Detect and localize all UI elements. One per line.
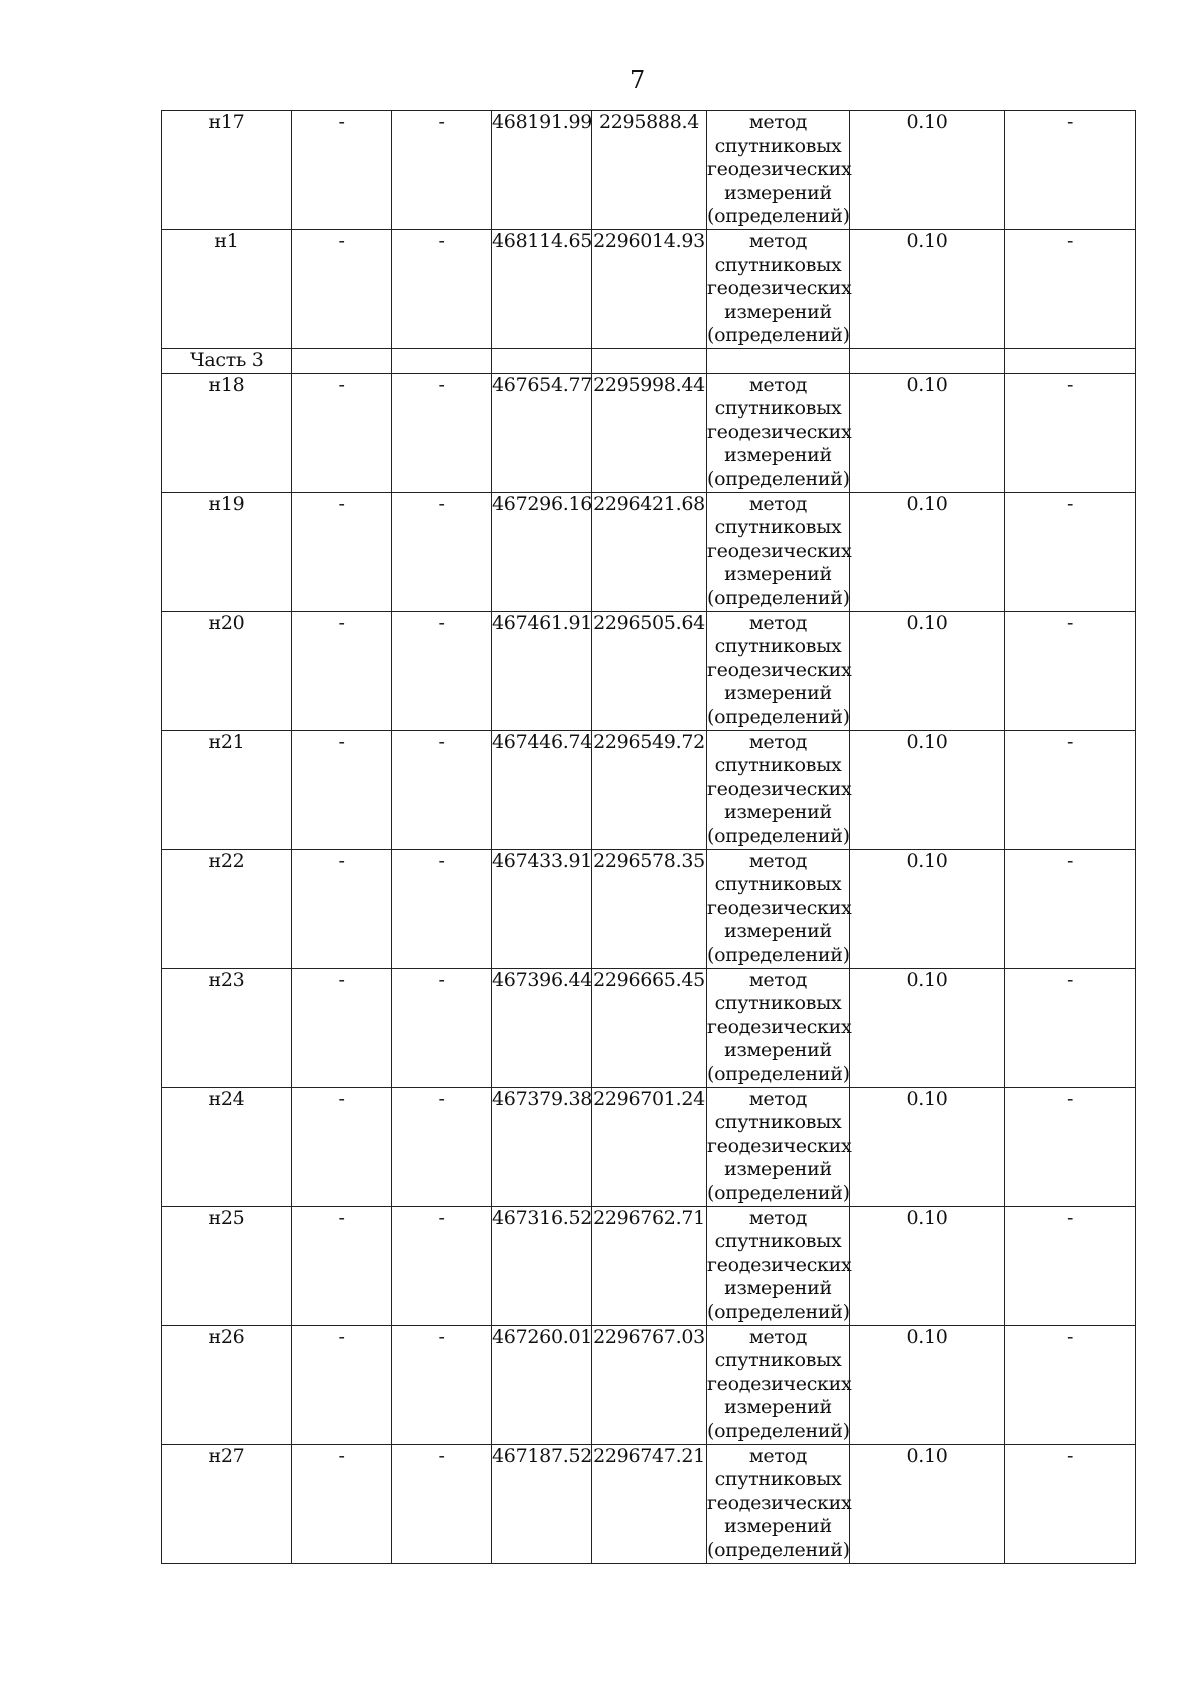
- old-y-cell: -: [392, 230, 492, 349]
- method-line: спутниковых: [714, 1468, 842, 1490]
- new-y-cell: 2296549.72: [592, 730, 707, 849]
- method-line: (определений): [707, 705, 850, 728]
- method-cell: [707, 111, 850, 230]
- description-cell: -: [1005, 730, 1136, 849]
- accuracy-cell: 0.10: [850, 1444, 1005, 1563]
- method-cell: [707, 373, 850, 492]
- method-line: метод: [748, 1206, 808, 1229]
- table-row: [162, 492, 1136, 611]
- method-line: метод: [748, 1325, 808, 1348]
- old-y-cell: -: [392, 373, 492, 492]
- old-x-cell: -: [292, 1206, 392, 1325]
- point-name-cell: н23: [162, 968, 292, 1087]
- new-x-cell: 467296.16: [492, 492, 592, 611]
- empty-cell: [707, 349, 850, 374]
- method-line: спутниковых: [714, 754, 842, 776]
- point-name-cell: н17: [162, 111, 292, 230]
- method-line: метод: [748, 968, 808, 991]
- description-cell: -: [1005, 968, 1136, 1087]
- new-x-cell: 467260.01: [492, 1325, 592, 1444]
- method-line: метод: [748, 492, 808, 515]
- method-line: (определений): [707, 1062, 850, 1085]
- accuracy-cell: 0.10: [850, 1325, 1005, 1444]
- new-x-cell: 467187.52: [492, 1444, 592, 1563]
- method-line: геодезических: [707, 658, 852, 681]
- method-line: (определений): [707, 1300, 850, 1323]
- new-y-cell: 2295998.44: [592, 373, 707, 492]
- table-row: [162, 1444, 1136, 1563]
- section-label-cell: [162, 349, 292, 374]
- new-y-cell: 2296767.03: [592, 1325, 707, 1444]
- description-cell: -: [1005, 1444, 1136, 1563]
- method-cell: [707, 849, 850, 968]
- method-line: (определений): [707, 1419, 850, 1442]
- point-name-cell: н1: [162, 230, 292, 349]
- old-x-cell: -: [292, 849, 392, 968]
- method-line: спутниковых: [714, 397, 842, 419]
- table-row: [162, 111, 1136, 230]
- point-name-cell: н22: [162, 849, 292, 968]
- new-y-cell: 2295888.4: [592, 111, 707, 230]
- method-line: (определений): [707, 824, 850, 847]
- table-row: [162, 230, 1136, 349]
- method-line: спутниковых: [714, 1111, 842, 1133]
- old-y-cell: -: [392, 611, 492, 730]
- old-x-cell: -: [292, 111, 392, 230]
- method-line: метод: [748, 611, 808, 634]
- method-cell: [707, 730, 850, 849]
- method-line: спутниковых: [714, 134, 842, 157]
- method-line: метод: [748, 1087, 808, 1110]
- old-x-cell: -: [292, 968, 392, 1087]
- method-line: геодезических: [707, 1134, 852, 1157]
- method-line: геодезических: [707, 158, 852, 180]
- method-line: спутниковых: [714, 253, 842, 276]
- old-x-cell: -: [292, 730, 392, 849]
- table-row: [162, 611, 1136, 730]
- accuracy-cell: 0.10: [850, 849, 1005, 968]
- old-x-cell: -: [292, 230, 392, 349]
- method-line: измерений: [724, 1396, 832, 1418]
- accuracy-cell: 0.10: [850, 111, 1005, 230]
- method-cell: [707, 1206, 850, 1325]
- new-x-cell: 468191.99: [492, 111, 592, 230]
- method-line: (определений): [707, 943, 850, 966]
- method-line: спутниковых: [714, 992, 842, 1014]
- table-row: [162, 1087, 1136, 1206]
- method-line: (определений): [707, 1538, 850, 1561]
- description-cell: -: [1005, 1325, 1136, 1444]
- method-line: измерений: [724, 920, 832, 942]
- method-line: спутниковых: [714, 635, 842, 657]
- description-cell: -: [1005, 373, 1136, 492]
- method-cell: [707, 230, 850, 349]
- description-cell: -: [1005, 230, 1136, 349]
- method-cell: [707, 492, 850, 611]
- new-y-cell: 2296578.35: [592, 849, 707, 968]
- empty-cell: [292, 349, 392, 374]
- page-number: 7: [630, 66, 646, 94]
- method-line: геодезических: [707, 1491, 852, 1514]
- accuracy-cell: 0.10: [850, 1206, 1005, 1325]
- method-line: метод: [748, 230, 808, 252]
- accuracy-cell: 0.10: [850, 230, 1005, 349]
- table-row: [162, 1206, 1136, 1325]
- old-y-cell: -: [392, 1325, 492, 1444]
- old-y-cell: -: [392, 968, 492, 1087]
- table-row: [162, 730, 1136, 849]
- old-y-cell: -: [392, 1087, 492, 1206]
- accuracy-cell: 0.10: [850, 968, 1005, 1087]
- table-body: [162, 111, 1136, 1564]
- method-line: измерений: [724, 1158, 832, 1180]
- description-cell: -: [1005, 111, 1136, 230]
- method-cell: [707, 1444, 850, 1563]
- old-y-cell: -: [392, 492, 492, 611]
- new-y-cell: 2296014.93: [592, 230, 707, 349]
- description-cell: -: [1005, 849, 1136, 968]
- accuracy-cell: 0.10: [850, 373, 1005, 492]
- method-line: спутниковых: [714, 1349, 842, 1371]
- new-y-cell: 2296701.24: [592, 1087, 707, 1206]
- accuracy-cell: 0.10: [850, 730, 1005, 849]
- method-line: измерений: [724, 1515, 832, 1537]
- method-cell: [707, 968, 850, 1087]
- method-line: метод: [748, 849, 808, 872]
- method-line: метод: [748, 730, 808, 753]
- new-x-cell: 467446.74: [492, 730, 592, 849]
- method-line: метод: [748, 111, 808, 133]
- point-name-cell: н21: [162, 730, 292, 849]
- method-line: измерений: [724, 181, 832, 204]
- method-cell: [707, 1325, 850, 1444]
- new-y-cell: 2296505.64: [592, 611, 707, 730]
- method-line: (определений): [707, 205, 850, 227]
- empty-cell: [392, 349, 492, 374]
- old-x-cell: -: [292, 1087, 392, 1206]
- point-name-cell: н26: [162, 1325, 292, 1444]
- old-y-cell: -: [392, 1444, 492, 1563]
- method-line: измерений: [724, 300, 832, 323]
- method-line: измерений: [724, 1039, 832, 1061]
- new-x-cell: 467316.52: [492, 1206, 592, 1325]
- method-line: (определений): [707, 467, 850, 490]
- method-line: геодезических: [707, 1372, 852, 1395]
- empty-cell: [592, 349, 707, 374]
- table-row: [162, 968, 1136, 1087]
- new-x-cell: 468114.65: [492, 230, 592, 349]
- new-x-cell: 467379.38: [492, 1087, 592, 1206]
- method-line: геодезических: [707, 420, 852, 443]
- method-line: спутниковых: [714, 516, 842, 538]
- new-x-cell: 467433.91: [492, 849, 592, 968]
- old-x-cell: -: [292, 611, 392, 730]
- empty-cell: [1005, 349, 1136, 374]
- point-name-cell: н20: [162, 611, 292, 730]
- point-name-cell: н25: [162, 1206, 292, 1325]
- accuracy-cell: 0.10: [850, 1087, 1005, 1206]
- method-line: метод: [748, 1444, 808, 1467]
- description-cell: -: [1005, 1087, 1136, 1206]
- empty-cell: [850, 349, 1005, 374]
- method-cell: [707, 611, 850, 730]
- accuracy-cell: 0.10: [850, 611, 1005, 730]
- method-line: геодезических: [707, 1253, 852, 1276]
- section-label: Часть 3: [190, 349, 264, 371]
- method-cell: [707, 1087, 850, 1206]
- coordinates-table: [161, 110, 1136, 1564]
- new-x-cell: 467461.91: [492, 611, 592, 730]
- accuracy-cell: 0.10: [850, 492, 1005, 611]
- old-x-cell: -: [292, 1444, 392, 1563]
- method-line: геодезических: [707, 277, 852, 299]
- old-x-cell: -: [292, 1325, 392, 1444]
- table-row: [162, 373, 1136, 492]
- old-y-cell: -: [392, 730, 492, 849]
- old-y-cell: -: [392, 1206, 492, 1325]
- method-line: измерений: [724, 444, 832, 466]
- old-y-cell: -: [392, 849, 492, 968]
- method-line: геодезических: [707, 896, 852, 919]
- old-x-cell: -: [292, 373, 392, 492]
- new-y-cell: 2296665.45: [592, 968, 707, 1087]
- new-y-cell: 2296421.68: [592, 492, 707, 611]
- method-line: измерений: [724, 1277, 832, 1299]
- method-line: метод: [748, 373, 808, 396]
- point-name-cell: н18: [162, 373, 292, 492]
- method-line: (определений): [707, 324, 850, 346]
- method-line: измерений: [724, 682, 832, 704]
- method-line: спутниковых: [714, 1230, 842, 1252]
- method-line: геодезических: [707, 539, 852, 562]
- description-cell: -: [1005, 492, 1136, 611]
- point-name-cell: н19: [162, 492, 292, 611]
- method-line: (определений): [707, 586, 850, 609]
- table-row: [162, 849, 1136, 968]
- point-name-cell: н27: [162, 1444, 292, 1563]
- old-x-cell: -: [292, 492, 392, 611]
- method-line: (определений): [707, 1181, 850, 1204]
- new-y-cell: 2296762.71: [592, 1206, 707, 1325]
- old-y-cell: -: [392, 111, 492, 230]
- method-line: геодезических: [707, 1015, 852, 1038]
- new-x-cell: 467396.44: [492, 968, 592, 1087]
- new-y-cell: 2296747.21: [592, 1444, 707, 1563]
- new-x-cell: 467654.77: [492, 373, 592, 492]
- description-cell: -: [1005, 1206, 1136, 1325]
- empty-cell: [492, 349, 592, 374]
- method-line: геодезических: [707, 777, 852, 800]
- description-cell: -: [1005, 611, 1136, 730]
- method-line: измерений: [724, 563, 832, 585]
- method-line: измерений: [724, 801, 832, 823]
- point-name-cell: н24: [162, 1087, 292, 1206]
- section-row: [162, 349, 1136, 374]
- table-row: [162, 1325, 1136, 1444]
- method-line: спутниковых: [714, 873, 842, 895]
